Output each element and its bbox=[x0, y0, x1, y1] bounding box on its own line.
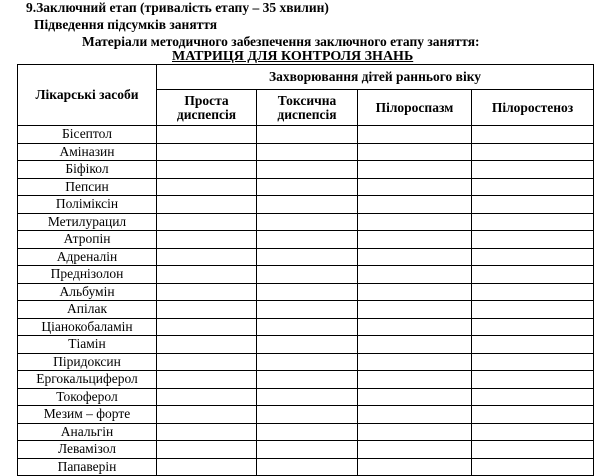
column-header-toxic-dyspepsia: Токсична диспепсія bbox=[257, 90, 358, 126]
answer-cell[interactable] bbox=[157, 388, 257, 406]
table-row bbox=[18, 406, 594, 424]
summary-heading: Підведення підсумків заняття bbox=[34, 17, 218, 32]
answer-cell[interactable] bbox=[257, 196, 358, 214]
drug-name-cell: Апілак bbox=[18, 301, 157, 319]
table-row bbox=[18, 301, 594, 319]
answer-cell[interactable] bbox=[157, 161, 257, 179]
answer-cell[interactable] bbox=[472, 126, 594, 144]
answer-cell[interactable] bbox=[257, 143, 358, 161]
table-row bbox=[18, 283, 594, 301]
answer-cell[interactable] bbox=[358, 213, 472, 231]
answer-cell[interactable] bbox=[358, 423, 472, 441]
answer-cell[interactable] bbox=[257, 248, 358, 266]
answer-cell[interactable] bbox=[157, 406, 257, 424]
answer-cell[interactable] bbox=[157, 196, 257, 214]
answer-cell[interactable] bbox=[472, 353, 594, 371]
drug-column-header: Лікарські засоби bbox=[18, 65, 157, 126]
drug-name-cell: Метилурацил bbox=[18, 213, 157, 231]
answer-cell[interactable] bbox=[358, 353, 472, 371]
answer-cell[interactable] bbox=[472, 283, 594, 301]
answer-cell[interactable] bbox=[358, 143, 472, 161]
table-row bbox=[18, 388, 594, 406]
answer-cell[interactable] bbox=[472, 266, 594, 284]
answer-cell[interactable] bbox=[157, 248, 257, 266]
answer-cell[interactable] bbox=[157, 213, 257, 231]
drug-name-cell: Атропін bbox=[18, 231, 157, 249]
table-row bbox=[18, 266, 594, 284]
answer-cell[interactable] bbox=[157, 441, 257, 459]
answer-cell[interactable] bbox=[358, 161, 472, 179]
knowledge-control-matrix bbox=[17, 64, 594, 476]
answer-cell[interactable] bbox=[472, 213, 594, 231]
answer-cell[interactable] bbox=[358, 248, 472, 266]
answer-cell[interactable] bbox=[157, 336, 257, 354]
answer-cell[interactable] bbox=[257, 178, 358, 196]
answer-cell[interactable] bbox=[257, 161, 358, 179]
answer-cell[interactable] bbox=[472, 441, 594, 459]
drug-name-cell: Адреналін bbox=[18, 248, 157, 266]
disease-group-header: Захворювання дітей раннього віку bbox=[157, 65, 594, 90]
answer-cell[interactable] bbox=[257, 371, 358, 389]
answer-cell[interactable] bbox=[358, 231, 472, 249]
answer-cell[interactable] bbox=[257, 441, 358, 459]
answer-cell[interactable] bbox=[358, 283, 472, 301]
drug-name-cell: Папаверін bbox=[18, 458, 157, 476]
answer-cell[interactable] bbox=[157, 266, 257, 284]
answer-cell[interactable] bbox=[157, 178, 257, 196]
answer-cell[interactable] bbox=[472, 336, 594, 354]
drug-name-cell: Біфікол bbox=[18, 161, 157, 179]
drug-name-cell: Анальгін bbox=[18, 423, 157, 441]
answer-cell[interactable] bbox=[358, 301, 472, 319]
answer-cell[interactable] bbox=[358, 318, 472, 336]
answer-cell[interactable] bbox=[472, 231, 594, 249]
answer-cell[interactable] bbox=[157, 283, 257, 301]
drug-name-cell: Аміназин bbox=[18, 143, 157, 161]
answer-cell[interactable] bbox=[472, 161, 594, 179]
answer-cell[interactable] bbox=[257, 126, 358, 144]
answer-cell[interactable] bbox=[157, 143, 257, 161]
table-row bbox=[18, 143, 594, 161]
matrix-title-text: МАТРИЦЯ ДЛЯ КОНТРОЛЯ ЗНАНЬ bbox=[172, 49, 414, 64]
answer-cell[interactable] bbox=[358, 196, 472, 214]
drug-name-cell: Пепсин bbox=[18, 178, 157, 196]
table-row bbox=[18, 126, 594, 144]
answer-cell[interactable] bbox=[157, 301, 257, 319]
answer-cell[interactable] bbox=[472, 301, 594, 319]
materials-heading: Матеріали методичного забезпечення заключного етапу заняття: bbox=[82, 34, 480, 49]
table-row bbox=[18, 318, 594, 336]
matrix-title bbox=[172, 49, 413, 65]
answer-cell[interactable] bbox=[472, 388, 594, 406]
answer-cell[interactable] bbox=[358, 266, 472, 284]
answer-cell[interactable] bbox=[358, 371, 472, 389]
answer-cell[interactable] bbox=[157, 126, 257, 144]
answer-cell[interactable] bbox=[257, 406, 358, 424]
answer-cell[interactable] bbox=[358, 441, 472, 459]
answer-cell[interactable] bbox=[472, 423, 594, 441]
answer-cell[interactable] bbox=[472, 371, 594, 389]
answer-cell[interactable] bbox=[472, 178, 594, 196]
table-row bbox=[18, 178, 594, 196]
answer-cell[interactable] bbox=[257, 231, 358, 249]
drug-name-cell: Преднізолон bbox=[18, 266, 157, 284]
answer-cell[interactable] bbox=[358, 126, 472, 144]
drug-name-cell: Левамізол bbox=[18, 441, 157, 459]
drug-name-cell: Альбумін bbox=[18, 283, 157, 301]
stage-title: 9.Заключний етап (тривалість етапу – 35 хвилин) bbox=[26, 0, 329, 15]
answer-cell[interactable] bbox=[472, 248, 594, 266]
answer-cell[interactable] bbox=[157, 231, 257, 249]
answer-cell[interactable] bbox=[257, 423, 358, 441]
column-header-pylorospasm: Пілороспазм bbox=[358, 90, 472, 126]
drug-name-cell: Поліміксін bbox=[18, 196, 157, 214]
table-row bbox=[18, 161, 594, 179]
answer-cell[interactable] bbox=[358, 178, 472, 196]
table-row bbox=[18, 441, 594, 459]
drug-name-cell: Піридоксин bbox=[18, 353, 157, 371]
drug-name-cell: Токоферол bbox=[18, 388, 157, 406]
answer-cell[interactable] bbox=[157, 318, 257, 336]
table-row bbox=[18, 213, 594, 231]
answer-cell[interactable] bbox=[157, 423, 257, 441]
answer-cell[interactable] bbox=[157, 353, 257, 371]
drug-name-cell: Тіамін bbox=[18, 336, 157, 354]
answer-cell[interactable] bbox=[472, 318, 594, 336]
answer-cell[interactable] bbox=[257, 301, 358, 319]
drug-name-cell: Ціанокобаламін bbox=[18, 318, 157, 336]
drug-name-cell: Ергокальциферол bbox=[18, 371, 157, 389]
table-row bbox=[18, 371, 594, 389]
matrix-body bbox=[18, 126, 594, 476]
table-row bbox=[18, 248, 594, 266]
table-row bbox=[18, 423, 594, 441]
answer-cell[interactable] bbox=[157, 371, 257, 389]
answer-cell[interactable] bbox=[358, 336, 472, 354]
answer-cell[interactable] bbox=[257, 266, 358, 284]
answer-cell[interactable] bbox=[472, 406, 594, 424]
answer-cell[interactable] bbox=[472, 143, 594, 161]
answer-cell[interactable] bbox=[358, 388, 472, 406]
answer-cell[interactable] bbox=[257, 336, 358, 354]
answer-cell[interactable] bbox=[257, 318, 358, 336]
column-header-pylorostenosis: Пілоростеноз bbox=[472, 90, 594, 126]
table-row bbox=[18, 196, 594, 214]
answer-cell[interactable] bbox=[472, 196, 594, 214]
answer-cell[interactable] bbox=[358, 406, 472, 424]
answer-cell[interactable] bbox=[257, 283, 358, 301]
answer-cell[interactable] bbox=[257, 388, 358, 406]
table-row bbox=[18, 231, 594, 249]
drug-name-cell: Бісептол bbox=[18, 126, 157, 144]
answer-cell[interactable] bbox=[257, 353, 358, 371]
drug-name-cell: Мезим – форте bbox=[18, 406, 157, 424]
answer-cell[interactable] bbox=[257, 213, 358, 231]
table-row bbox=[18, 353, 594, 371]
column-header-simple-dyspepsia: Проста диспепсія bbox=[157, 90, 257, 126]
table-row bbox=[18, 336, 594, 354]
